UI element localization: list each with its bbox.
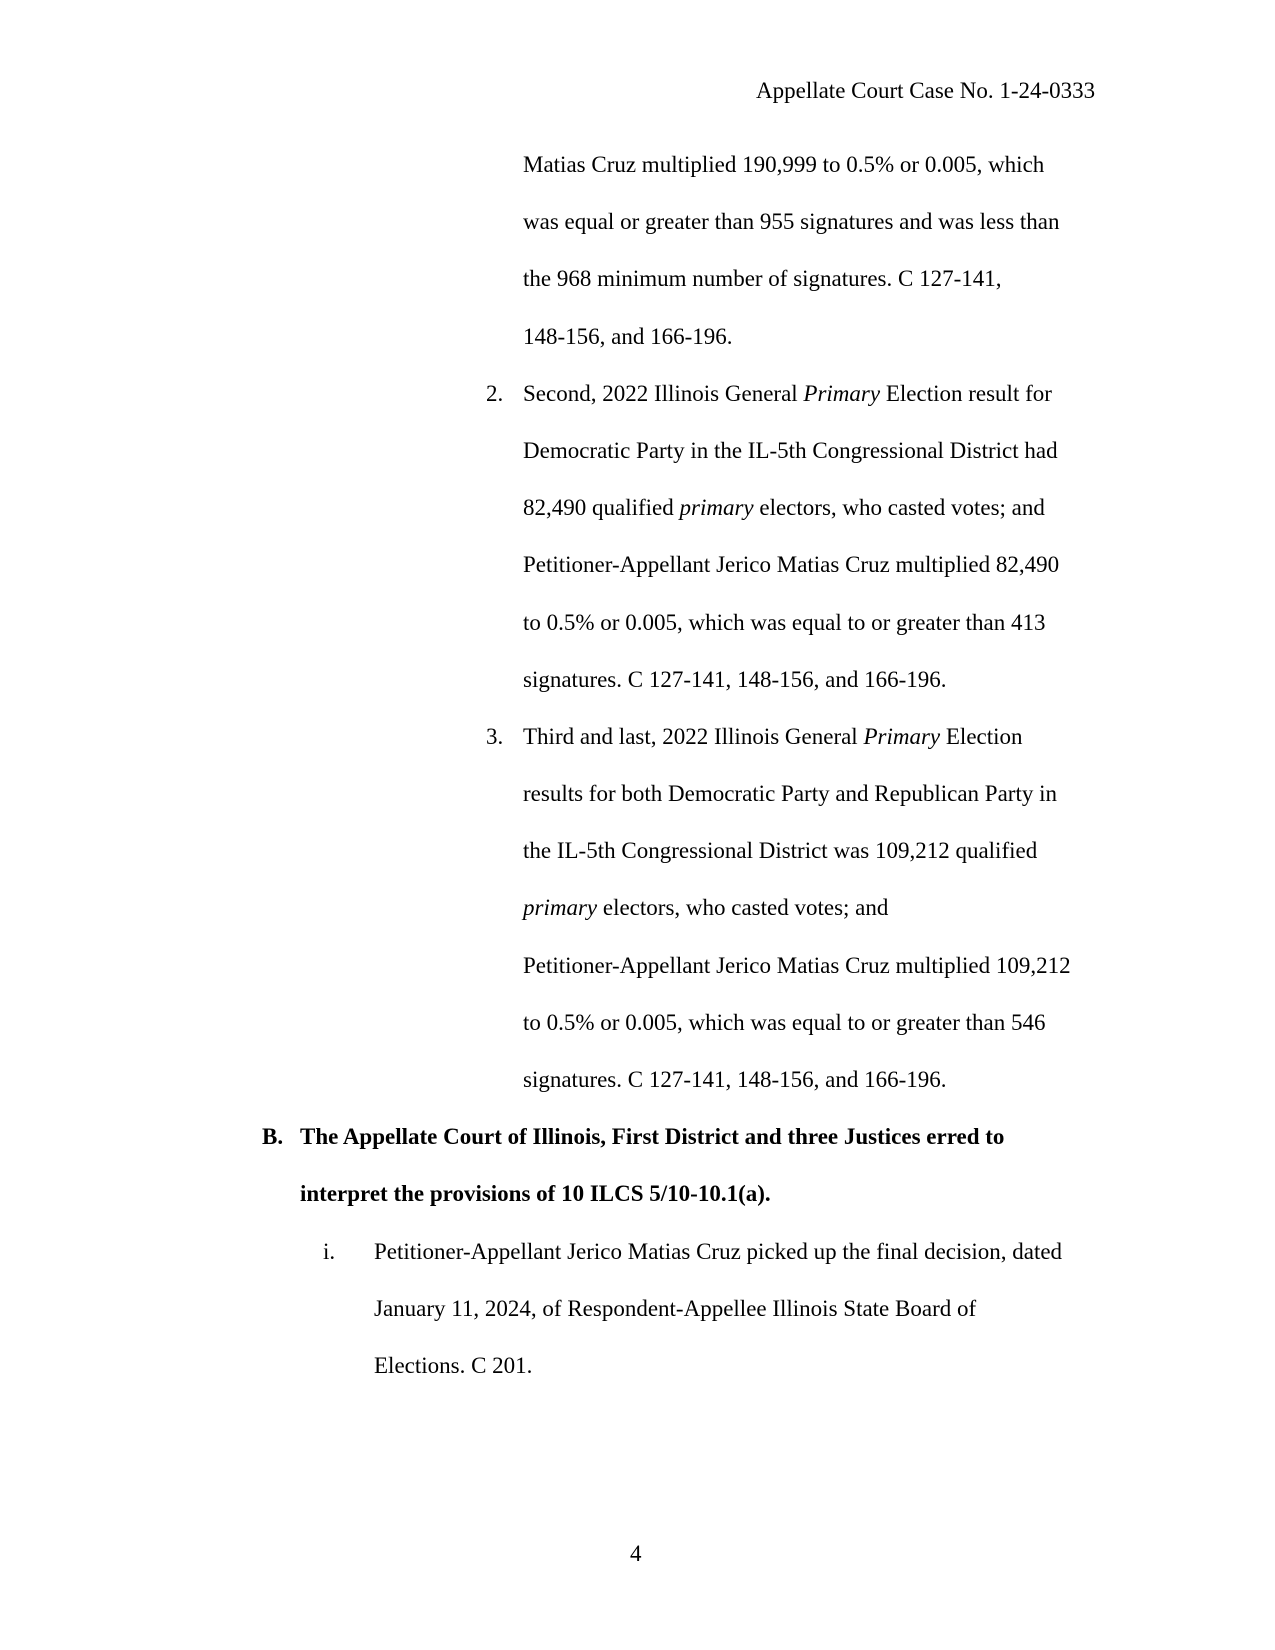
item-i-number: i. — [323, 1239, 336, 1264]
item-2-line-3 — [523, 496, 1045, 519]
page-number: 4 — [630, 1541, 642, 1566]
item-2-line-3-text-end: electors, who casted votes; and — [753, 495, 1045, 520]
item-i-line-1: Petitioner-Appellant Jerico Matias Cruz picked up the final decision, dated — [374, 1239, 1063, 1264]
item-3-line-4 — [523, 896, 888, 919]
item-2-number: 2. — [486, 381, 504, 406]
item-3-line-1-text: Third and last, 2022 Illinois General — [523, 724, 864, 749]
item-2-line-6: signatures. C 127-141, 148-156, and 166-196. — [523, 667, 947, 692]
item-3-line-2: results for both Democratic Party and Republican Party in — [523, 781, 1057, 806]
item-i-line-2: January 11, 2024, of Respondent-Appellee Illinois State Board of — [374, 1296, 977, 1321]
item-2-line-5: to 0.5% or 0.005, which was equal to or greater than 413 — [523, 610, 1046, 635]
item-2-line-1-italic: Primary — [803, 381, 881, 406]
item-3-line-1-italic: Primary — [863, 724, 941, 749]
item-3-number: 3. — [486, 724, 504, 749]
section-b-heading-line-1: The Appellate Court of Illinois, First District and three Justices erred to — [300, 1124, 1005, 1149]
continuation-line-3: the 968 minimum number of signatures. C 127-141, — [523, 266, 1002, 291]
item-2-line-2: Democratic Party in the IL-5th Congressional District had — [523, 438, 1058, 463]
section-b-heading-line-2: interpret the provisions of 10 ILCS 5/10-10.1(a). — [300, 1181, 771, 1206]
item-2-line-1 — [523, 382, 1052, 405]
section-b-letter: B. — [262, 1124, 284, 1149]
continuation-line-4: 148-156, and 166-196. — [523, 324, 733, 349]
item-2-line-1-text: Second, 2022 Illinois General — [523, 381, 804, 406]
item-3-line-4-italic: primary — [523, 895, 598, 920]
continuation-line-1: Matias Cruz multiplied 190,999 to 0.5% or 0.005, which — [523, 152, 1045, 177]
item-2-line-3-text: 82,490 qualified — [523, 495, 680, 520]
item-3-line-1-text-end: Election — [940, 724, 1023, 749]
item-3-line-4-text: electors, who casted votes; and — [597, 895, 889, 920]
item-3-line-7: signatures. C 127-141, 148-156, and 166-196. — [523, 1067, 947, 1092]
item-2-line-3-italic: primary — [679, 495, 754, 520]
item-3-line-3: the IL-5th Congressional District was 109,212 qualified — [523, 838, 1038, 863]
item-2-line-4: Petitioner-Appellant Jerico Matias Cruz multiplied 82,490 — [523, 552, 1060, 577]
item-3-line-1 — [523, 725, 1023, 748]
item-i-line-3: Elections. C 201. — [374, 1353, 533, 1378]
case-number-header: Appellate Court Case No. 1-24-0333 — [756, 78, 1096, 103]
item-3-line-5: Petitioner-Appellant Jerico Matias Cruz multiplied 109,212 — [523, 953, 1071, 978]
item-3-line-6: to 0.5% or 0.005, which was equal to or greater than 546 — [523, 1010, 1046, 1035]
continuation-line-2: was equal or greater than 955 signatures and was less than — [523, 209, 1060, 234]
item-2-line-1-text-end: Election result for — [880, 381, 1052, 406]
